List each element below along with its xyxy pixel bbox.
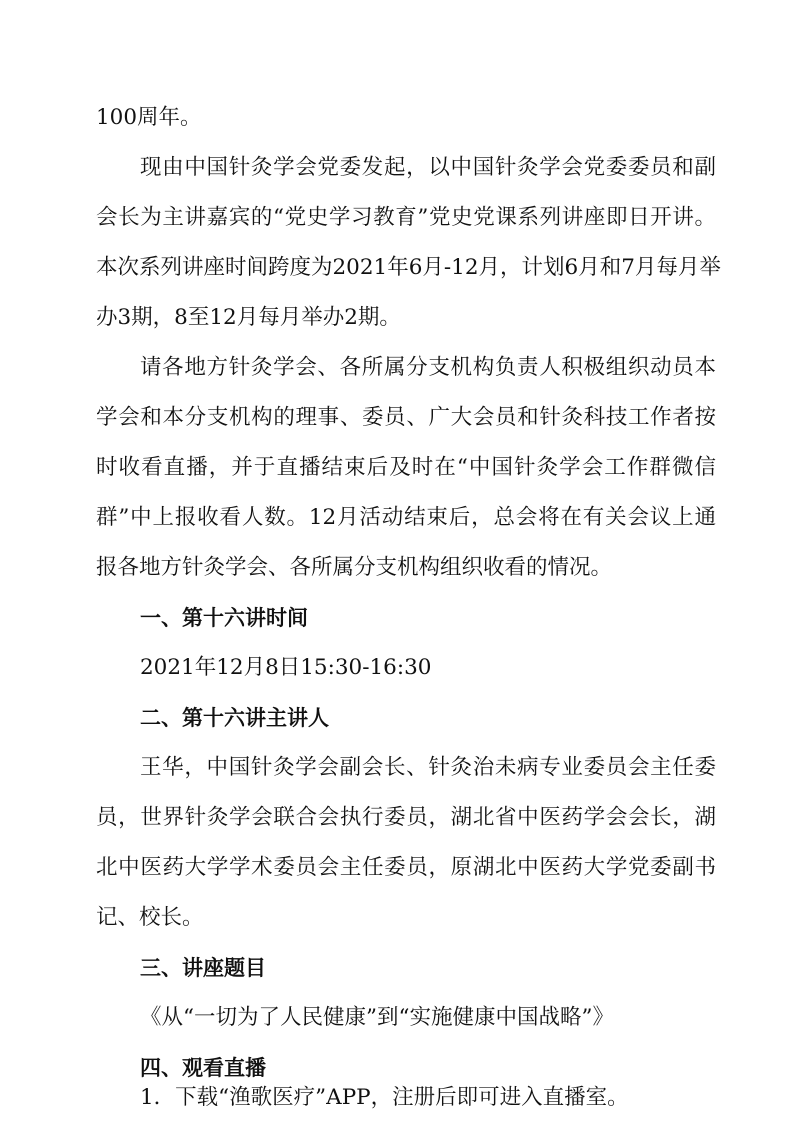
section-heading-speaker: 二、第十六讲主讲人 bbox=[140, 706, 329, 730]
paragraph-notice-line: 群”中上报收看人数。12月活动结束后，总会将在有关会议上通 bbox=[96, 505, 716, 530]
section-heading-topic: 三、讲座题目 bbox=[140, 956, 266, 980]
lecture-time-value: 2021年12月8日15:30-16:30 bbox=[140, 655, 432, 680]
download-app-instruction: 1．下载“渔歌医疗”APP，注册后即可进入直播室。 bbox=[140, 1085, 629, 1110]
paragraph-notice-line: 报各地方针灸学会、各所属分支机构组织收看的情况。 bbox=[96, 555, 613, 580]
paragraph-intro-line: 办3期，8至12月每月举办2期。 bbox=[96, 305, 401, 330]
paragraph-intro-line: 会长为主讲嘉宾的“党史学习教育”党史党课系列讲座即日开讲。 bbox=[96, 205, 716, 230]
speaker-bio-line: 北中医药大学学术委员会主任委员，原湖北中医药大学党委副书 bbox=[96, 855, 716, 880]
paragraph-notice-line: 请各地方针灸学会、各所属分支机构负责人积极组织动员本 bbox=[140, 355, 716, 380]
speaker-bio-line: 记、校长。 bbox=[96, 905, 204, 930]
section-heading-live: 四、观看直播 bbox=[140, 1056, 266, 1080]
paragraph-notice-line: 学会和本分支机构的理事、委员、广大会员和针灸科技工作者按 bbox=[96, 405, 716, 430]
speaker-bio-line: 王华，中国针灸学会副会长、针灸治未病专业委员会主任委 bbox=[140, 755, 716, 780]
section-heading-time: 一、第十六讲时间 bbox=[140, 606, 308, 630]
paragraph-intro-line: 本次系列讲座时间跨度为2021年6月-12月，计划6月和7月每月举 bbox=[96, 255, 721, 280]
text-line: 100周年。 bbox=[96, 105, 202, 130]
speaker-bio-line: 员，世界针灸学会联合会执行委员，湖北省中医药学会会长，湖 bbox=[96, 805, 716, 830]
paragraph-notice-line: 时收看直播，并于直播结束后及时在“中国针灸学会工作群微信 bbox=[96, 455, 716, 480]
paragraph-intro-line: 现由中国针灸学会党委发起，以中国针灸学会党委委员和副 bbox=[140, 155, 716, 180]
lecture-topic-title: 《从“一切为了人民健康”到“实施健康中国战略”》 bbox=[140, 1005, 614, 1030]
